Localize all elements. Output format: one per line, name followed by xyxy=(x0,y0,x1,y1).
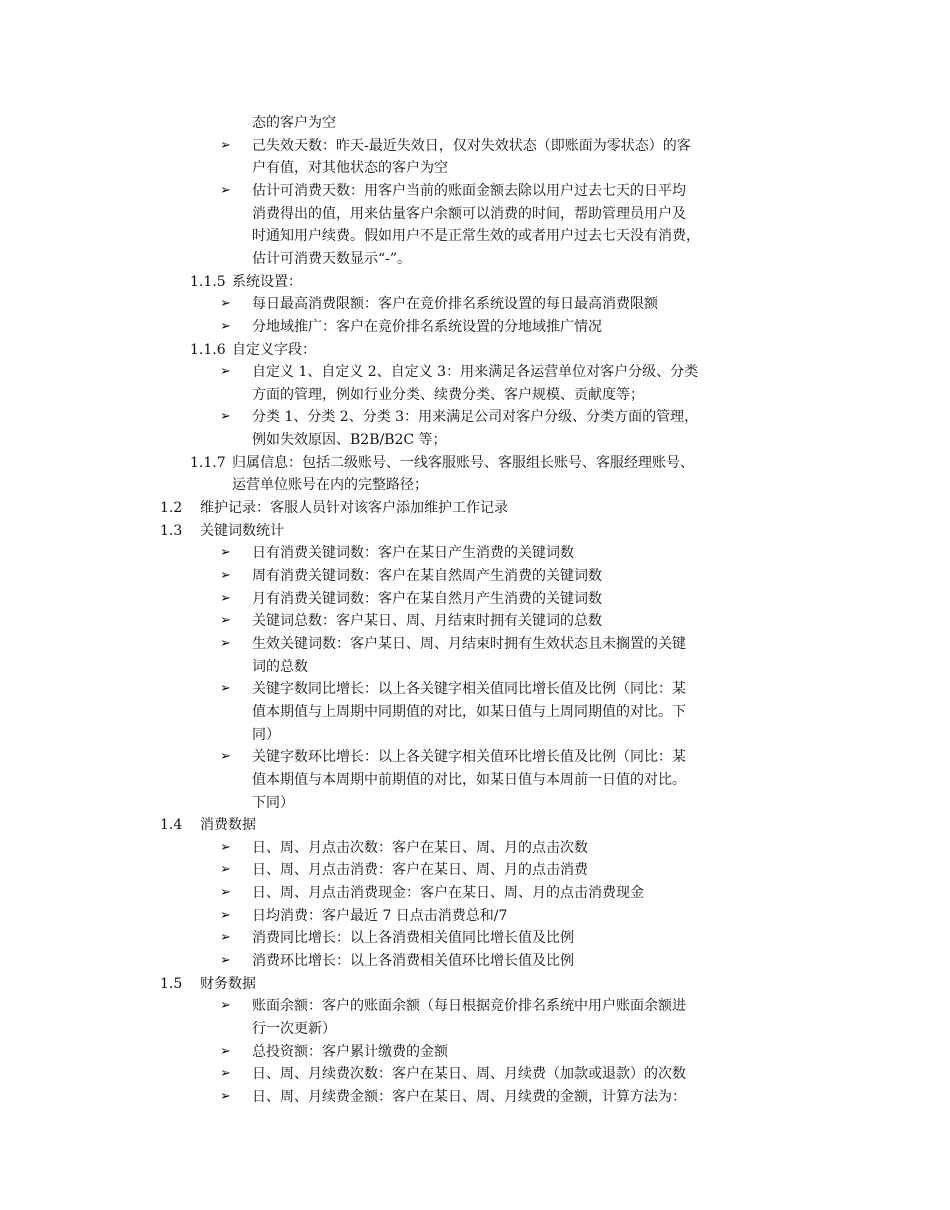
bullet-text-line: 时通知用户续费。假如用户不是正常生效的或者用户过去七天没有消费， xyxy=(252,228,700,245)
section-heading-text: 消费数据 xyxy=(200,817,256,834)
bullet-text-line: 分地域推广：客户在竞价排名系统设置的分地域推广情况 xyxy=(252,318,602,335)
bullet-arrow-icon: ➢ xyxy=(220,590,231,606)
bullet-arrow-icon: ➢ xyxy=(220,137,231,153)
bullet-arrow-icon: ➢ xyxy=(220,364,231,380)
bullet-text-line: 每日最高消费限额：客户在竞价排名系统设置的每日最高消费限额 xyxy=(252,296,658,313)
bullet-text-line: 估计可消费天数：用客户当前的账面金额去除以用户过去七天的日平均 xyxy=(252,182,686,199)
bullet-arrow-icon: ➢ xyxy=(220,182,231,198)
bullet-text-line: 同） xyxy=(252,726,280,743)
bullet-text-line: 日、周、月点击消费现金：客户在某日、周、月的点击消费现金 xyxy=(252,885,644,902)
bullet-text-line: 词的总数 xyxy=(252,658,308,675)
bullet-text-line: 例如失效原因、B2B/B2C 等； xyxy=(252,432,447,449)
bullet-text-line: 总投资额：客户累计缴费的金额 xyxy=(252,1043,448,1060)
section-heading-text: 归属信息：包括二级账号、一线客服账号、客服组长账号、客服经理账号、 xyxy=(232,454,694,471)
section-number: 1.1.5 xyxy=(190,273,226,290)
bullet-arrow-icon: ➢ xyxy=(220,613,231,629)
bullet-text-line: 日、周、月点击次数：客户在某日、周、月的点击次数 xyxy=(252,839,588,856)
bullet-arrow-icon: ➢ xyxy=(220,409,231,425)
bullet-arrow-icon: ➢ xyxy=(220,953,231,969)
bullet-arrow-icon: ➢ xyxy=(220,1088,231,1104)
bullet-text-line: 账面余额：客户的账面余额（每日根据竞价排名系统中用户账面余额进 xyxy=(252,998,686,1015)
section-heading-text: 系统设置： xyxy=(232,273,302,290)
bullet-arrow-icon: ➢ xyxy=(220,998,231,1014)
bullet-text-line: 值本期值与本周期中前期值的对比，如某日值与本周前一日值的对比。 xyxy=(252,771,686,788)
bullet-arrow-icon: ➢ xyxy=(220,885,231,901)
bullet-text-line: 日均消费：客户最近 7 日点击消费总和/7 xyxy=(252,907,508,924)
bullet-arrow-icon: ➢ xyxy=(220,635,231,651)
bullet-text-line: 关键字数环比增长：以上各关键字相关值环比增长值及比例（同比：某 xyxy=(252,749,686,766)
bullet-arrow-icon: ➢ xyxy=(220,930,231,946)
section-number: 1.1.7 xyxy=(190,454,226,471)
bullet-arrow-icon: ➢ xyxy=(220,839,231,855)
bullet-text-line: 己失效天数：昨天-最近失效日，仅对失效状态（即账面为零状态）的客 xyxy=(252,137,691,154)
bullet-arrow-icon: ➢ xyxy=(220,1043,231,1059)
section-heading-text: 运营单位账号在内的完整路径； xyxy=(232,477,428,494)
bullet-text-line: 消费环比增长：以上各消费相关值环比增长值及比例 xyxy=(252,953,574,970)
section-number: 1.4 xyxy=(160,817,183,834)
bullet-text-line: 关键词总数：客户某日、周、月结束时拥有关键词的总数 xyxy=(252,613,602,630)
section-number: 1.3 xyxy=(160,522,183,539)
bullet-arrow-icon: ➢ xyxy=(220,318,231,334)
bullet-text-line: 户有值，对其他状态的客户为空 xyxy=(252,160,448,177)
bullet-arrow-icon: ➢ xyxy=(220,681,231,697)
bullet-text-line: 消费同比增长：以上各消费相关值同比增长值及比例 xyxy=(252,930,574,947)
bullet-text-line: 月有消费关键词数：客户在某自然月产生消费的关键词数 xyxy=(252,590,602,607)
bullet-text-line: 消费得出的值，用来估量客户余额可以消费的时间，帮助管理员用户及 xyxy=(252,205,686,222)
bullet-text-line: 日、周、月续费次数：客户在某日、周、月续费（加款或退款）的次数 xyxy=(252,1066,686,1083)
bullet-text-line: 分类 1、分类 2、分类 3：用来满足公司对客户分级、分类方面的管理， xyxy=(252,409,699,426)
bullet-arrow-icon: ➢ xyxy=(220,749,231,765)
section-number: 1.5 xyxy=(160,975,183,992)
bullet-arrow-icon: ➢ xyxy=(220,545,231,561)
bullet-text-line: 方面的管理，例如行业分类、续费分类、客户规模、贡献度等； xyxy=(252,386,644,403)
bullet-arrow-icon: ➢ xyxy=(220,568,231,583)
bullet-text-line: 关键字数同比增长：以上各关键字相关值同比增长值及比例（同比：某 xyxy=(252,681,686,698)
bullet-text-line: 下同） xyxy=(252,794,294,811)
bullet-text-line: 日、周、月续费金额：客户在某日、周、月续费的金额，计算方法为： xyxy=(252,1088,686,1105)
bullet-text-line: 估计可消费天数显示“-”。 xyxy=(252,250,412,267)
section-heading-text: 关键词数统计 xyxy=(200,522,284,539)
bullet-text-line: 值本期值与上周期中同期值的对比，如某日值与上周同期值的对比。下 xyxy=(252,703,686,720)
section-heading-text: 维护记录：客服人员针对该客户添加维护工作记录 xyxy=(200,500,508,517)
bullet-arrow-icon: ➢ xyxy=(220,862,231,878)
bullet-arrow-icon: ➢ xyxy=(220,1066,231,1082)
section-number: 1.2 xyxy=(160,500,183,517)
bullet-text-line: 生效关键词数：客户某日、周、月结束时拥有生效状态且未搁置的关键 xyxy=(252,635,686,652)
section-number: 1.1.6 xyxy=(190,341,226,358)
bullet-arrow-icon: ➢ xyxy=(220,907,231,923)
bullet-text-line: 日有消费关键词数：客户在某日产生消费的关键词数 xyxy=(252,545,574,562)
continued-text-line: 态的客户为空 xyxy=(252,115,336,131)
bullet-text-line: 日、周、月点击消费：客户在某日、周、月的点击消费 xyxy=(252,862,588,879)
section-heading-text: 自定义字段： xyxy=(232,341,316,358)
section-heading-text: 财务数据 xyxy=(200,975,256,992)
bullet-text-line: 行一次更新） xyxy=(252,1021,336,1037)
bullet-text-line: 自定义 1、自定义 2、自定义 3：用来满足各运营单位对客户分级、分类 xyxy=(252,364,699,381)
bullet-text-line: 周有消费关键词数：客户在某自然周产生消费的关键词数 xyxy=(252,568,602,584)
bullet-arrow-icon: ➢ xyxy=(220,296,231,312)
